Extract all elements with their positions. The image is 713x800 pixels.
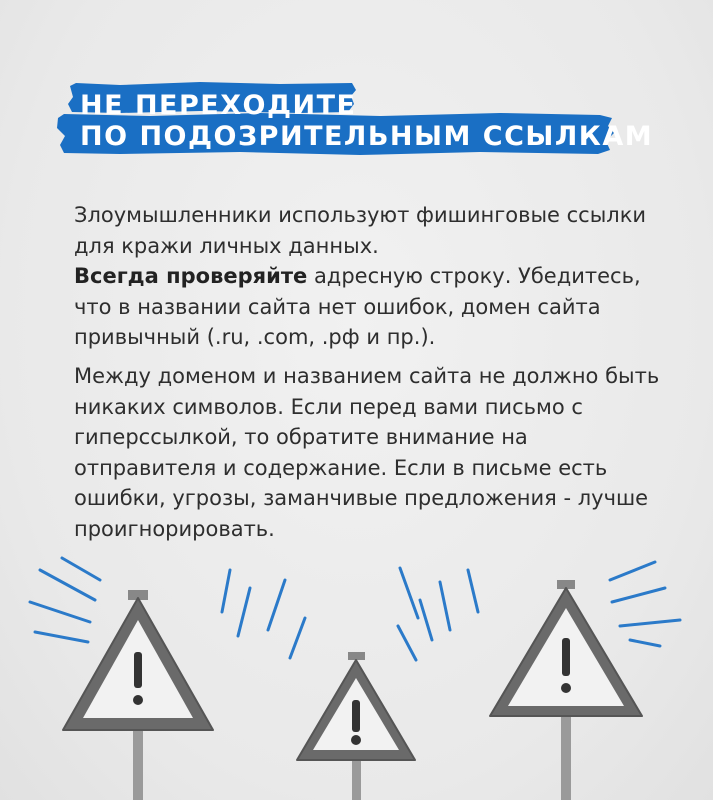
title-line-2: ПО ПОДОЗРИТЕЛЬНЫМ ССЫЛКАМ: [80, 121, 654, 152]
paragraph-1-rest: адресную строку. Убедитесь, что в названии сайта нет ошибок, домен сайта привычный (.ru, .com, .рф и пр.).: [74, 264, 641, 349]
warning-signs-illustration: [0, 540, 713, 800]
title-banner: [0, 0, 713, 170]
title-line-1: НЕ ПЕРЕХОДИТЕ: [80, 90, 357, 121]
paragraph-1-text: Злоумышленники используют фишинговые ссылки для кражи личных данных.: [74, 203, 647, 258]
warning-sign-icon: [297, 652, 415, 800]
paragraph-2: Между доменом и названием сайта не должно быть никаких символов. Если перед вами письмо с гиперссылкой, то обратите внимание на отправителя и содержание. Если в письме есть ошибки, угрозы, заманчивые предложения - лучше проигнорировать.: [74, 364, 660, 541]
warning-sign-icon: [490, 580, 642, 800]
paragraph-1: [74, 200, 674, 353]
paragraph-1-bold: Всегда проверяйте: [74, 264, 308, 288]
